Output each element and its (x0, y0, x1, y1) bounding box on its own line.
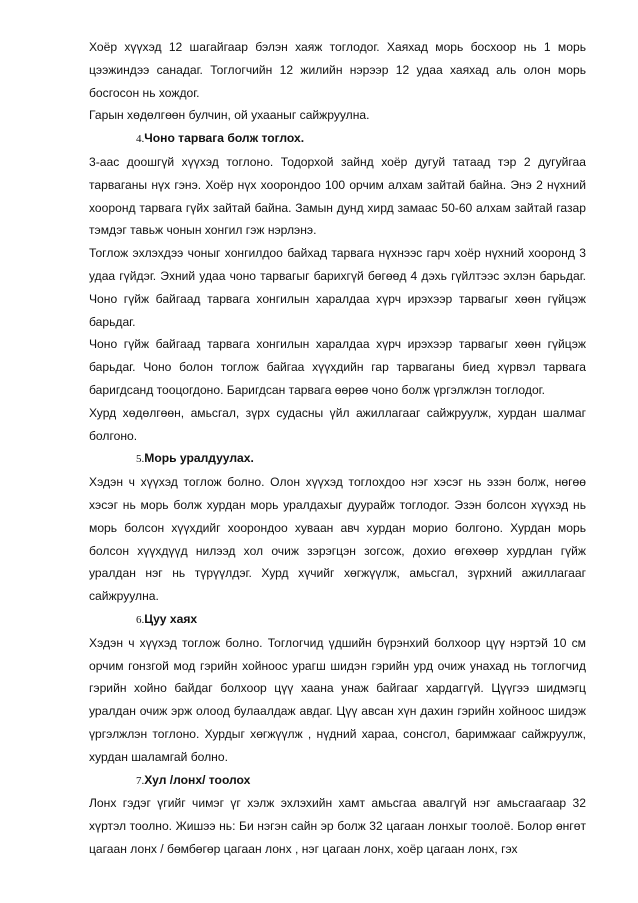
section-title-5: Морь уралдуулах. (144, 451, 254, 466)
section-number-6: 6. (136, 613, 145, 626)
section-title-6: Цуу хаях (144, 611, 198, 626)
paragraph-wolf-setup: 3-аас доошгүй хүүхэд тоглоно. Тодорхой зайнд хоёр дугуй татаад тэр 2 дугуйгаа тарваганы нүх гэнэ. Хоёр нүх хоорондоо 100 орчим алхам зайтай байна. Энэ 2 нүхний хооронд тарвага гүйх зайтай байна. Замын дунд хирд замаас 50-60 алхам зайтай газар тэмдэг тавьж чонын хонгил гэж нэрлэнэ. (89, 154, 586, 238)
section-heading-5 (89, 447, 586, 471)
paragraph-shagai-benefit: Гарын хөдөлгөөн булчин, ой ухааныг сайжруулна. (89, 108, 370, 123)
section-number-7: 7. (136, 774, 145, 787)
paragraph-tsuu-throw: Хэдэн ч хүүхэд тоглож болно. Тоглогчид үдшийн бүрэнхий болхоор цүү нэртэй 10 см орчим гонзгой мод гэрийн хойноос урагш шидэн гэрийн урд очиж унахад нь тоглогчид гэрийн хойно байдаг болхоор цүү хаана унаж байгааг хардаггүй. Цүүгээ шидмэгц уралдан очиж эрж олоод булаалдаж авдаг. Цүү авсан хүн дахин гэрийн хойноос шидэж үргэлжлэн тоглоно. Хурдыг хөгжүүлж , нүдний хараа, сонсгол, баримжааг сайжруулж, хурдан шаламгай болно. (89, 635, 586, 764)
paragraph-wolf-catch: Чоно гүйж байгаад тарвага хонгилын харалдаа хүрч ирэхээр тарвагыг хөөн гүйцэж барьдаг. Чоно болон тоглож байгаа хүүхдийн гар тарваганы биед хүрвэл тарвага баригдсанд тооцогдоно. Баригдсан тарвага өөрөө чоно болж үргэлжлэн тоглодог. (89, 337, 586, 397)
paragraph-shagai-rules: Хоёр хүүхэд 12 шагайгаар бэлэн хаяж тоглодог. Хаяхад морь босхоор нь 1 морь цээжиндээ санадаг. Тоглогчийн 12 жилийн нэрээр 12 удаа хаяхад аль олон морь босгосон нь хождог. (89, 40, 586, 100)
section-heading-7 (89, 769, 586, 793)
section-title-7: Хул /лонх/ тоолох (144, 772, 251, 787)
paragraph-bottle-count: Лонх гэдэг үгийг чимэг үг хэлж эхлэхийн хамт амьсгаа авалгүй нэг амьсгаагаар 32 хүртэл тоолно. Жишээ нь: Би нэгэн сайн эр болж 32 цагаан лонхыг тоолоё. Болор өнгөт цагаан лонх / бөмбөгөр цагаан лонх , нэг цагаан лонх, хоёр цагаан лонх, гэх (89, 796, 586, 856)
paragraph-wolf-benefit: Хурд хөдөлгөөн, амьсгал, зүрх судасны үйл ажиллагааг сайжруулж, хурдан шалмаг болгоно. (89, 405, 586, 443)
paragraph-horse-race: Хэдэн ч хүүхэд тоглож болно. Олон хүүхэд тоглохдоо нэг хэсэг нь эзэн болж, нөгөө хэсэг нь морь болж хурдан морь уралдахыг дууpайж тоглодог. Эзэн болсон хүүхэд нь морь болсон хүүхдийг хоорондоо хуваан авч хурдан морио болгоно. Хурдан морь болсон хүүхдүүд нилээд хол очиж зэрэгцэн зогсож, дохио өгөхөөр хурдлан гүйж уралдан нэг нь түрүүлдэг. Хурд хүчийг хөгжүүлж, амьсгал, зүрхний ажиллагааг сайжруулна. (89, 475, 586, 604)
paragraph-wolf-play: Тоглож эхлэхдээ чоныг хонгилдоо байхад тарвага нүхнээс гарч хоёр нүхний хооронд 3 удаа гүйдэг. Эхний удаа чоно тарвагыг барихгүй бөгөөд 4 дэхь гүйлтээс эхлэн барьдаг. Чоно гүйж байгаад тарвага хонгилын хаpалдаа хүрч ирэхээр тарвагыг хөөн гүйцэж барьдаг. (89, 246, 586, 329)
section-title-4: Чоно тарвага болж тоглох. (144, 131, 305, 146)
section-heading-6 (89, 608, 586, 632)
document-body (89, 36, 586, 861)
section-heading-4 (89, 127, 586, 151)
section-number-4: 4. (136, 133, 145, 146)
section-number-5: 5. (136, 453, 145, 466)
